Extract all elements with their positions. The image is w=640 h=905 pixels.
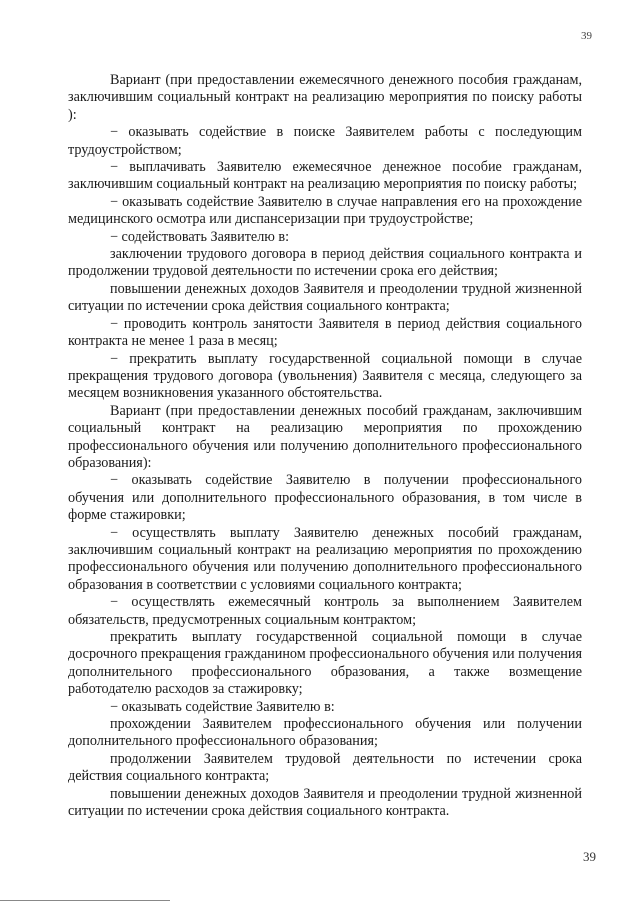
paragraph: − содействовать Заявителю в: [110, 228, 290, 245]
paragraph: Вариант (при предоставлении денежных пособий гражданам, заключившим социальный контракт на реализацию мероприятия по прохождению профессионального обучения или получению дополнительного профессионального образования): [68, 402, 582, 471]
paragraph: Вариант (при предоставлении ежемесячного денежного пособия гражданам, заключившим социальный контракт на реализацию мероприятия по поиску работы ): [68, 72, 582, 123]
paragraph: − оказывать содействие Заявителю в получении профессионального обучения или дополнительного профессионального образования, в том числе в форме стажировки; [68, 472, 582, 524]
paragraph: продолжении Заявителем трудовой деятельности по истечении срока действия социального контракта; [68, 750, 582, 785]
paragraph: − оказывать содействие Заявителю в случае направления его на прохождение медицинского осмотра или диспансеризации при трудоустройстве; [68, 193, 582, 228]
page-number-bottom: 39 [583, 849, 596, 864]
paragraph: повышении денежных доходов Заявителя и преодолении трудной жизненной ситуации по истечении срока действия социального контракта; [68, 280, 582, 315]
paragraph: − выплачивать Заявителю ежемесячное денежное пособие гражданам, заключившим социальный контракт на реализацию мероприятия по поиску работы; [68, 159, 582, 193]
page-number-top: 39 [581, 30, 592, 42]
paragraph: прекратить выплату государственной социальной помощи в случае досрочного прекращения гражданином профессионального обучения или получения дополнительного профессионального образования, а также возмещение работодателю расходов за стажировку; [68, 629, 582, 698]
paragraph: прохождении Заявителем профессионального обучения или получении дополнительного профессионального образования; [68, 716, 582, 750]
paragraph: − оказывать содействие в поиске Заявителем работы с последующим трудоустройством; [68, 124, 582, 158]
paragraph: − прекратить выплату государственной социальной помощи в случае прекращения трудового договора (увольнения) Заявителя с месяца, следующего за месяцем возникновения указанного обстоятельства. [68, 350, 582, 402]
paragraph: повышении денежных доходов Заявителя и преодолении трудной жизненной ситуации по истечении срока действия социального контракта. [68, 785, 582, 820]
paragraph: заключении трудового договора в период действия социального контракта и продолжении трудовой деятельности по истечении срока его действия; [68, 246, 582, 280]
footer-divider [0, 900, 170, 901]
paragraph: − осуществлять выплату Заявителю денежных пособий гражданам, заключившим социальный контракт на реализацию мероприятия по прохождению профессионального обучения или получению дополнительного профессионального образования в соответствии с условиями социального контракта; [68, 524, 582, 593]
paragraph: − проводить контроль занятости Заявителя в период действия социального контракта не менее 1 раза в месяц; [68, 315, 582, 350]
document-body [68, 72, 582, 820]
paragraph: − оказывать содействие Заявителю в: [110, 698, 335, 715]
paragraph: − осуществлять ежемесячный контроль за выполнением Заявителем обязательств, предусмотренных социальным контрактом; [68, 594, 582, 628]
